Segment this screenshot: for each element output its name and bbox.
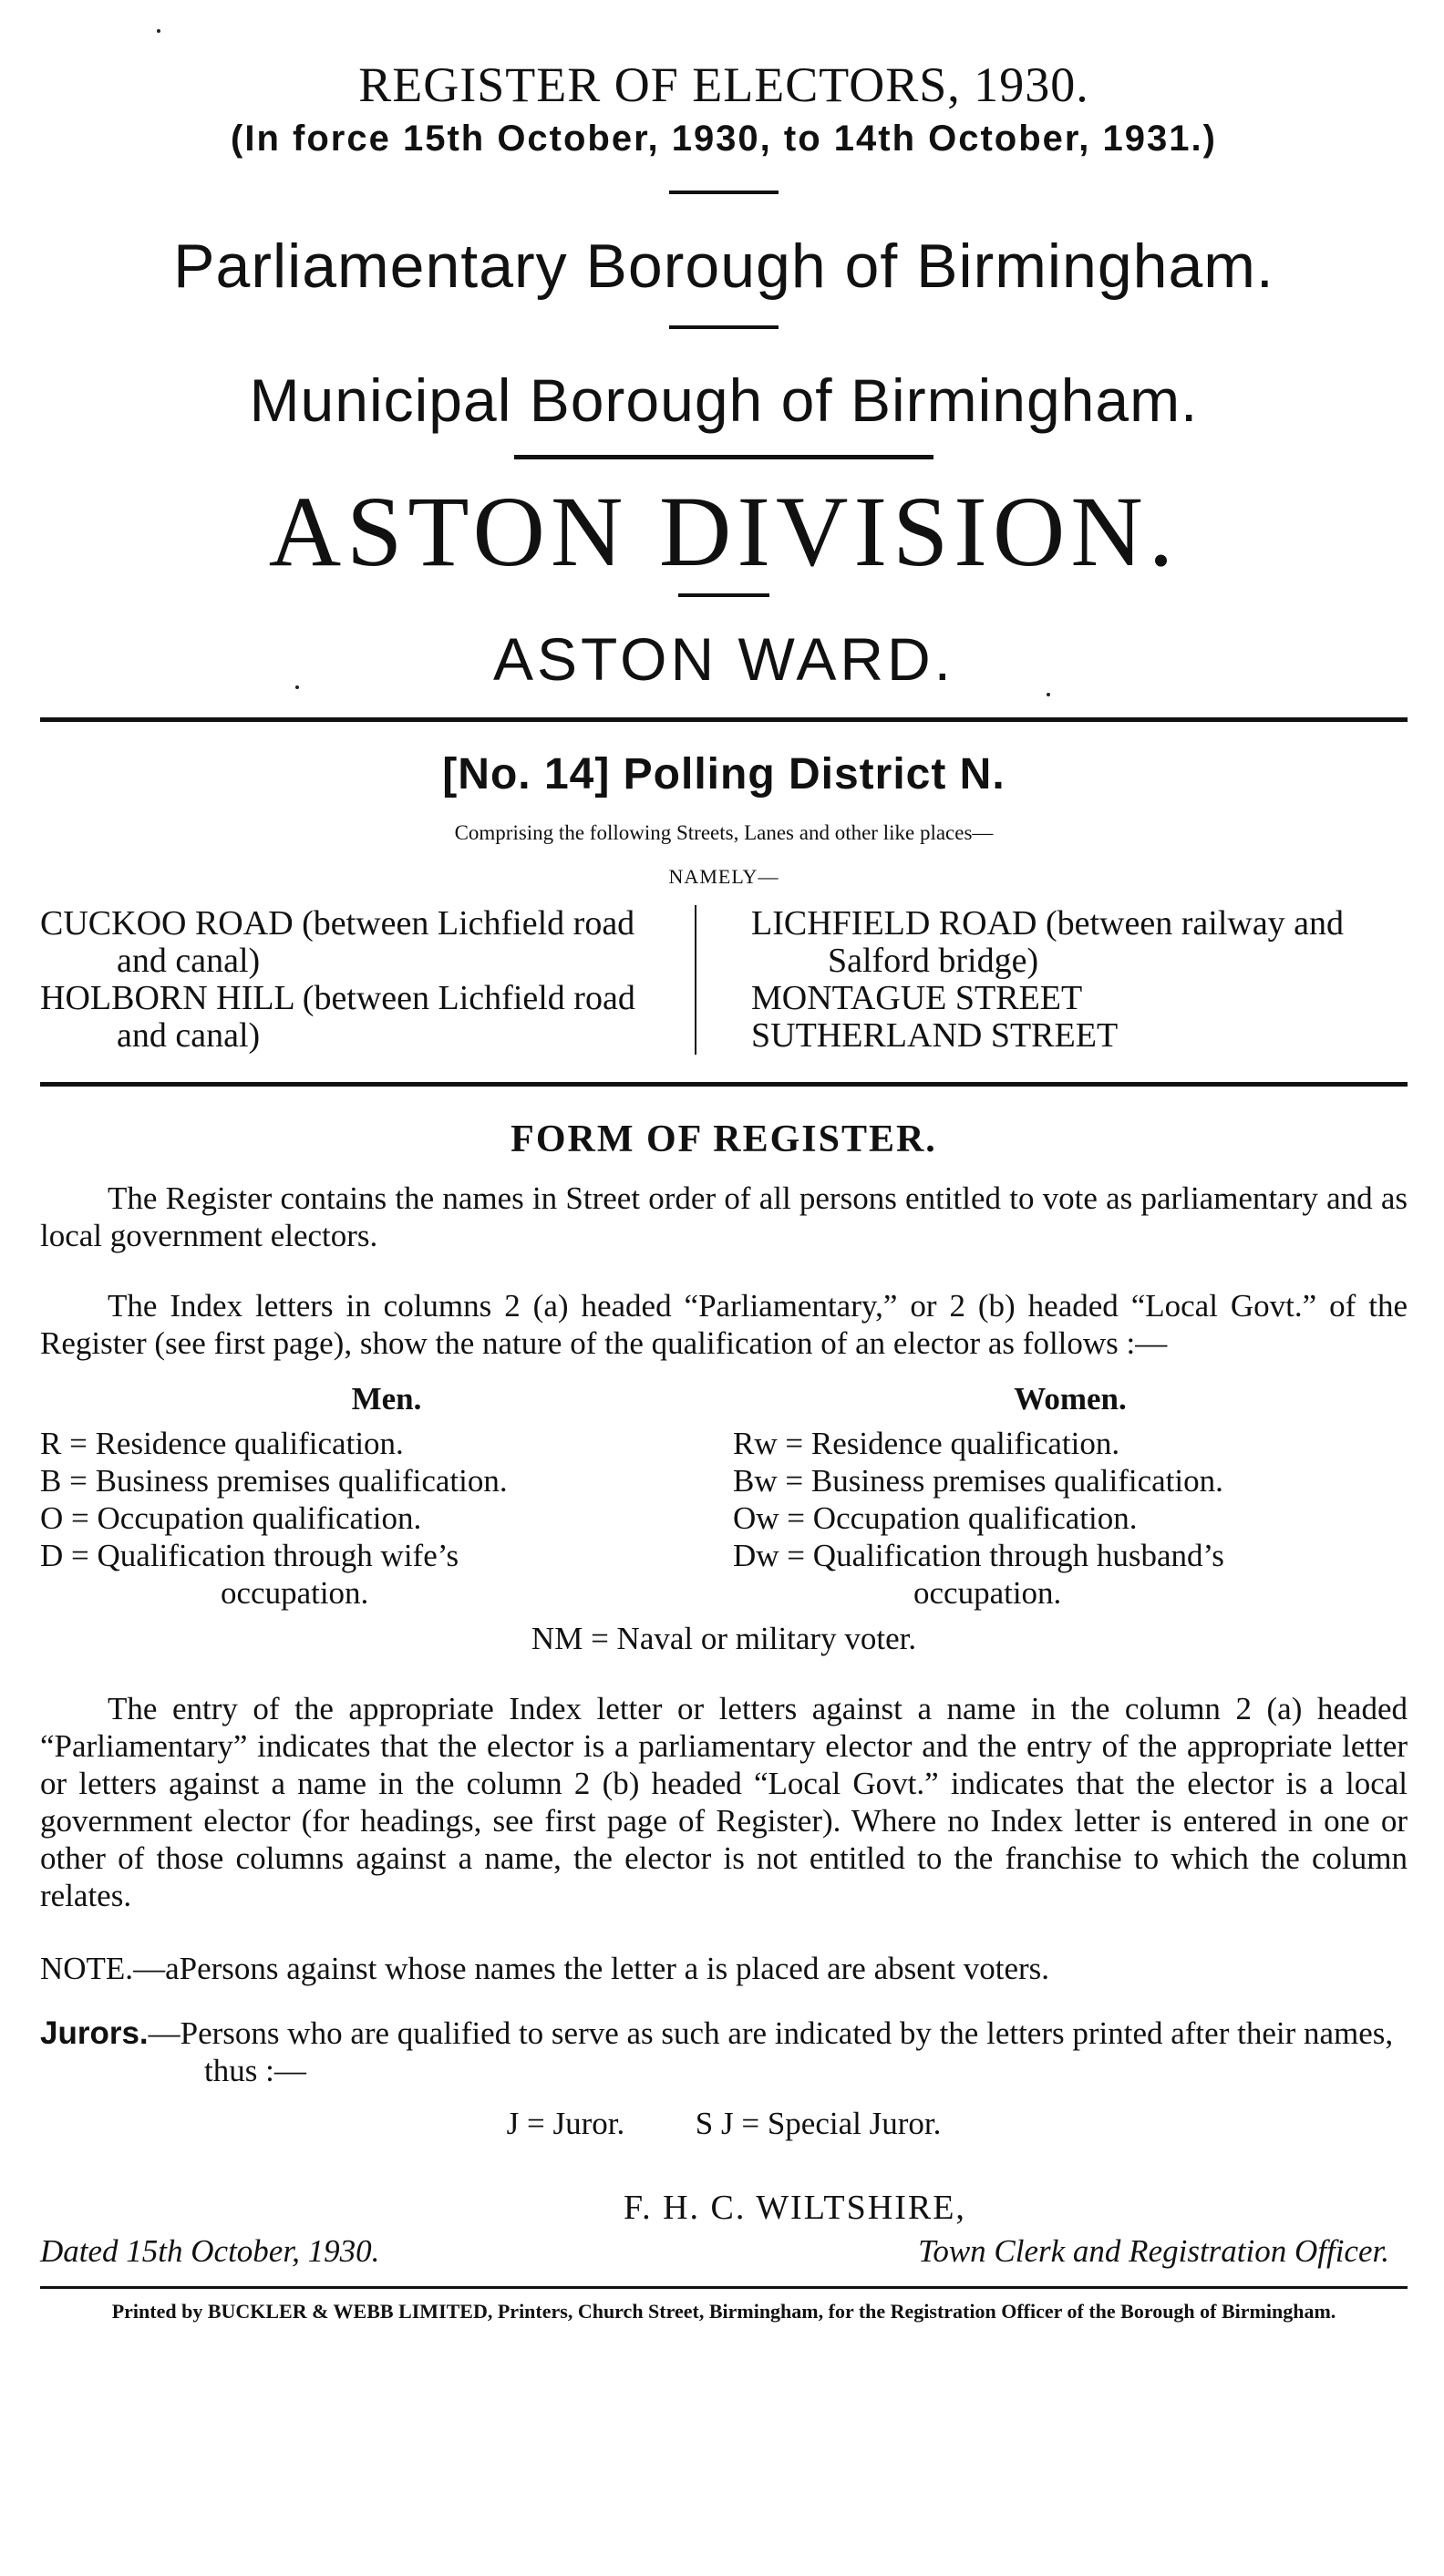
jurors-label: Jurors. [40, 2015, 149, 2051]
qualification-table [40, 1380, 1408, 1612]
division-heading: ASTON DIVISION. [268, 476, 1180, 587]
qualification-continuation: occupation. [913, 1575, 1062, 1611]
signature-line [40, 2233, 1408, 2270]
qualification-item: O = Occupation qualification. [40, 1500, 422, 1536]
juror-legend [40, 2106, 1408, 2142]
qualification-item: Rw = Residence qualification. [733, 1426, 1120, 1461]
street-item: HOLBORN HILL (between Lichfield road and canal) [40, 979, 635, 1055]
qualification-item: Dw = Qualification through husband’s [733, 1538, 1224, 1573]
divider [40, 1082, 1408, 1087]
divider [514, 455, 933, 459]
street-column-right [696, 905, 1408, 1055]
dated-text: Dated 15th October, 1930. [40, 2233, 380, 2269]
paragraph-index-letters: The Index letters in columns 2 (a) headed “Parliamentary,” or 2 (b) headed “Local Govt.” of the Register (see first page), show the nature of the qualification of an elector as follows :— [40, 1288, 1408, 1361]
speck [295, 685, 299, 689]
divider [669, 191, 779, 194]
officer-title: Town Clerk and Registration Officer. [918, 2233, 1389, 2269]
note-text: —aPersons against whose names the letter a is placed are absent voters. [133, 1951, 1050, 1986]
women-heading: Women. [1014, 1381, 1127, 1417]
qualification-item: Ow = Occupation qualification. [733, 1500, 1138, 1536]
qualification-item: D = Qualification through wife’s [40, 1538, 459, 1573]
divider [669, 325, 779, 329]
divider [40, 717, 1408, 722]
qualification-item: Bw = Business premises qualification. [733, 1463, 1223, 1499]
men-heading: Men. [351, 1381, 422, 1417]
qualification-item: B = Business premises qualification. [40, 1463, 508, 1499]
polling-district-heading: [No. 14] Polling District N. [442, 750, 1006, 799]
register-page [40, 36, 1408, 2324]
register-subtitle: (In force 15th October, 1930, to 14th October, 1931.) [231, 118, 1217, 159]
namely-label: NAMELY— [668, 865, 779, 888]
street-item: MONTAGUE STREET [751, 979, 1083, 1017]
printer-imprint: Printed by BUCKLER & WEBB LIMITED, Printers, Church Street, Birmingham, for the Registration Officer of the Borough of Birmingham. [111, 2300, 1336, 2323]
men-column [40, 1380, 733, 1612]
jurors-text: —Persons who are qualified to serve as such are indicated by the letters printed after their names, thus :— [148, 2015, 1394, 2088]
street-list [40, 905, 1408, 1055]
signatory-name: F. H. C. WILTSHIRE, [624, 2189, 966, 2227]
speck [157, 29, 160, 33]
divider [678, 593, 769, 597]
note-label: NOTE. [40, 1951, 134, 1986]
qualification-item: R = Residence qualification. [40, 1426, 404, 1461]
form-title: FORM OF REGISTER. [511, 1118, 937, 1160]
jurors-note [40, 2014, 1408, 2089]
paragraph-register-contents: The Register contains the names in Street order of all persons entitled to vote as parliamentary and as local government electors. [40, 1180, 1408, 1253]
street-column-left [40, 905, 696, 1055]
divider [40, 2286, 1408, 2289]
women-column [733, 1380, 1408, 1612]
comprising-text: Comprising the following Streets, Lanes and other like places— [454, 821, 994, 844]
naval-military-line: NM = Naval or military voter. [531, 1621, 917, 1656]
ward-heading: ASTON WARD. [492, 625, 955, 693]
register-title: REGISTER OF ELECTORS, 1930. [358, 57, 1089, 112]
street-item: SUTHERLAND STREET [751, 1016, 1119, 1055]
absent-voters-note [40, 1951, 1408, 1987]
street-item: LICHFIELD ROAD (between railway and Salford bridge) [751, 904, 1345, 980]
qualification-continuation: occupation. [221, 1575, 369, 1611]
speck [1047, 693, 1050, 696]
special-juror-item: S J = Special Juror. [695, 2106, 942, 2141]
street-item: CUCKOO ROAD (between Lichfield road and canal) [40, 904, 635, 980]
paragraph-entry: The entry of the appropriate Index letter or letters against a name in the column 2 (a) headed “Parliamentary” indicates that the elector is a parliamentary elector and the entry of the appropriate letter or letters against a name in the column 2 (b) headed “Local Govt.” indicates that the elector is a local government elector (for headings, see first page of Register). Where no Index letter is entered in one or other of those columns against a name, the elector is not entitled to the franchise to which the column relates. [40, 1691, 1408, 1913]
juror-item: J = Juror. [506, 2106, 625, 2141]
parliamentary-borough: Parliamentary Borough of Birmingham. [173, 232, 1274, 301]
municipal-borough: Municipal Borough of Birmingham. [249, 366, 1199, 434]
